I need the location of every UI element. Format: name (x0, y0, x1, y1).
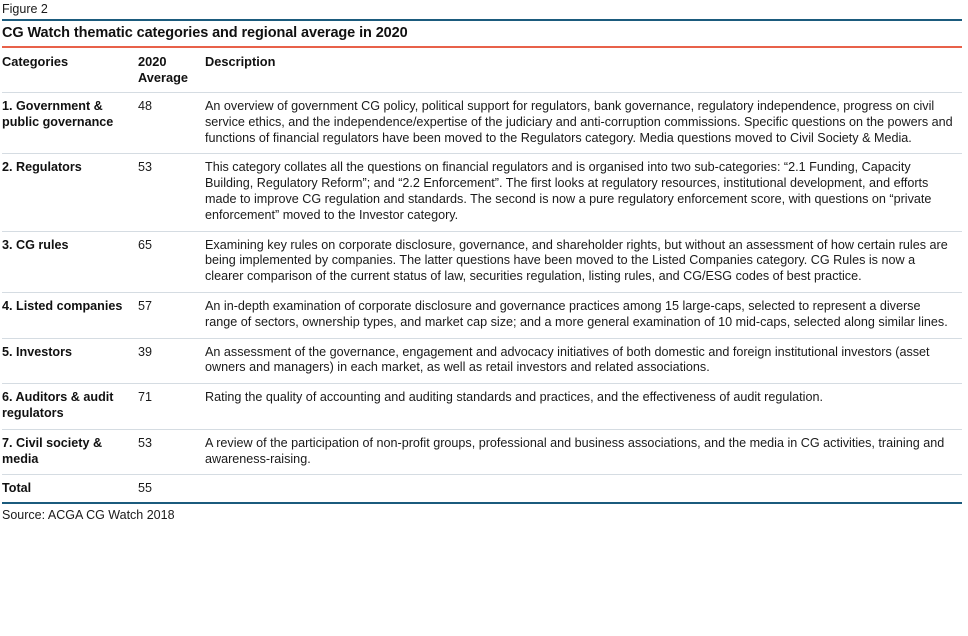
table-total-row (2, 475, 962, 502)
row-category: 5. Investors (2, 338, 138, 384)
column-header-description: Description (205, 48, 962, 93)
row-average: 48 (138, 93, 205, 154)
table-row (2, 93, 962, 154)
table-row (2, 429, 962, 475)
total-label: Total (2, 481, 32, 496)
column-header-average-line1: 2020 (138, 54, 167, 69)
row-description: This category collates all the questions on financial regulators and is organised into two sub-categories: “2.1 Funding, Capacity Building, Regulatory Reform”; and “2.2 Enforcement”. The first looks at regulatory resources, institutional development, and efforts made to improve CG regulation and standards. The second is now a pure regulatory enforcement score, with questions on “private enforcement” moved to the Investor category. (205, 154, 962, 231)
table-row (2, 338, 962, 384)
row-category: 1. Government & public governance (2, 93, 138, 154)
cg-watch-table (2, 48, 962, 502)
row-average: 53 (138, 429, 205, 475)
column-header-average (138, 48, 205, 93)
row-category: 7. Civil society & media (2, 429, 138, 475)
row-category: 6. Auditors & audit regulators (2, 384, 138, 430)
row-average: 39 (138, 338, 205, 384)
row-category: 4. Listed companies (2, 292, 138, 338)
source-note: Source: ACGA CG Watch 2018 (2, 508, 175, 523)
table-header (2, 48, 962, 93)
figure-label: Figure 2 (2, 2, 48, 16)
row-description: A review of the participation of non-profit groups, professional and business associations, and the media in CG activities, training and awareness-raising. (205, 429, 962, 475)
row-description: Rating the quality of accounting and auditing standards and practices, and the effectiveness of audit regulation. (205, 384, 962, 430)
table-body (2, 93, 962, 503)
row-description: An assessment of the governance, engagement and advocacy initiatives of both domestic and foreign institutional investors (asset owners and managers) in each market, as well as retail investors and related associations. (205, 338, 962, 384)
row-description: An overview of government CG policy, political support for regulators, bank governance, regulatory independence, progress on civil service ethics, and the independence/expertise of the judiciary and anti-corruption commissions. Specific questions on the powers and functions of financial regulators have been moved to the Regulators category. Media questions moved to Civil Society & Media. (205, 93, 962, 154)
row-category: 2. Regulators (2, 154, 138, 231)
row-category: 3. CG rules (2, 231, 138, 292)
figure-title: CG Watch thematic categories and regional average in 2020 (2, 25, 408, 41)
table-row (2, 231, 962, 292)
column-header-average-line2: Average (138, 69, 189, 85)
table-row (2, 154, 962, 231)
table-row (2, 384, 962, 430)
total-description (205, 475, 962, 502)
row-average: 65 (138, 231, 205, 292)
column-header-categories: Categories (2, 48, 138, 93)
row-average: 53 (138, 154, 205, 231)
row-description: Examining key rules on corporate disclosure, governance, and shareholder rights, but without an assessment of how certain rules are being implemented by companies. The latter questions have been moved to the Listed Companies category. CG Rules is now a clearer comparison of the current status of law, securities regulation, listing rules, and CG/ESG codes of best practice. (205, 231, 962, 292)
row-average: 71 (138, 384, 205, 430)
table-row (2, 292, 962, 338)
table-header-row (2, 48, 962, 93)
row-description: An in-depth examination of corporate disclosure and governance practices among 15 large-caps, selected to represent a diverse range of sectors, ownership types, and market cap size; and a more general examination of 10 mid-caps, selected along similar lines. (205, 292, 962, 338)
total-average: 55 (138, 481, 153, 496)
row-average: 57 (138, 292, 205, 338)
